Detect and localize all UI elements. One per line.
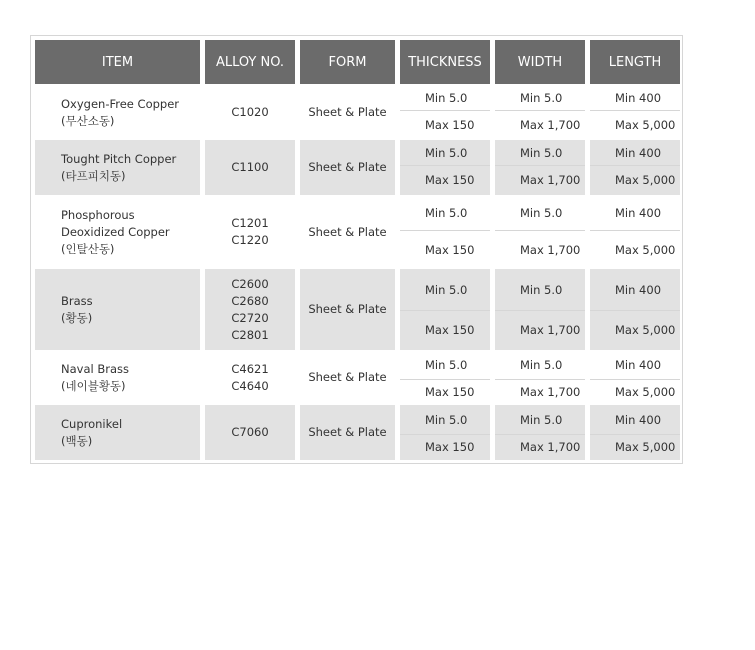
table-cell-alloy bbox=[205, 350, 295, 405]
table-cell-width-max: Max 1,700 bbox=[495, 310, 585, 350]
table-cell-width-min: Min 5.0 bbox=[495, 195, 585, 230]
table-cell-thickness-max: Max 150 bbox=[400, 434, 490, 460]
table-cell-item bbox=[35, 140, 200, 195]
alloy-number: C4621 bbox=[231, 361, 269, 376]
alloy-number: C7060 bbox=[231, 425, 269, 439]
form-label: Sheet & Plate bbox=[308, 105, 387, 119]
table-cell-width-min: Min 5.0 bbox=[495, 140, 585, 165]
table-cell-form bbox=[300, 350, 395, 405]
alloy-number: C1201 bbox=[231, 216, 269, 230]
alloy-number: C2680 bbox=[231, 293, 269, 308]
table-cell-item bbox=[35, 85, 200, 140]
min-max-divider bbox=[590, 110, 680, 111]
form-label: Sheet & Plate bbox=[308, 302, 387, 316]
form-label: Sheet & Plate bbox=[308, 224, 387, 239]
alloy-number: C4640 bbox=[231, 378, 269, 393]
item-name-line: Oxygen-Free Copper bbox=[61, 96, 180, 111]
form-label: Sheet & Plate bbox=[308, 370, 387, 384]
header-form: FORM bbox=[300, 40, 395, 84]
table-cell-length-min: Min 400 bbox=[590, 85, 680, 110]
table-cell-length-max: Max 5,000 bbox=[590, 310, 680, 350]
table-cell-thickness-min: Min 5.0 bbox=[400, 85, 490, 110]
table-cell-width-max: Max 1,700 bbox=[495, 379, 585, 405]
table-cell-thickness-max: Max 150 bbox=[400, 110, 490, 140]
min-max-divider bbox=[590, 165, 680, 166]
min-max-divider bbox=[400, 379, 490, 380]
item-name-line: Brass bbox=[61, 293, 93, 308]
item-name-line: (무산소동) bbox=[61, 113, 115, 128]
item-name-line: (인탈산동) bbox=[61, 241, 115, 256]
item-name-line: Tought Pitch Copper bbox=[61, 151, 177, 166]
table-cell-form bbox=[300, 140, 395, 195]
min-max-divider bbox=[590, 434, 680, 435]
table-cell-form bbox=[300, 405, 395, 460]
alloy-number: C2801 bbox=[231, 327, 269, 342]
table-cell-thickness-min: Min 5.0 bbox=[400, 195, 490, 230]
alloy-number: C1020 bbox=[231, 105, 269, 119]
min-max-divider bbox=[590, 310, 680, 311]
min-max-divider bbox=[590, 379, 680, 380]
table-cell-thickness-min: Min 5.0 bbox=[400, 269, 490, 310]
table-cell-width-max: Max 1,700 bbox=[495, 230, 585, 269]
item-name-line: (타프피치동) bbox=[61, 168, 126, 183]
item-name-line: Cupronikel bbox=[61, 416, 123, 431]
table-cell-width-max: Max 1,700 bbox=[495, 165, 585, 195]
min-max-divider bbox=[495, 230, 585, 231]
table-cell-width-min: Min 5.0 bbox=[495, 405, 585, 434]
item-name-line: Deoxidized Copper bbox=[61, 224, 170, 239]
min-max-divider bbox=[400, 434, 490, 435]
header-alloy-no: ALLOY NO. bbox=[205, 40, 295, 84]
min-max-divider bbox=[400, 310, 490, 311]
table-cell-alloy bbox=[205, 405, 295, 460]
table-cell-item bbox=[35, 195, 200, 269]
table-cell-length-max: Max 5,000 bbox=[590, 165, 680, 195]
table-cell-form bbox=[300, 269, 395, 350]
item-name-line: (황동) bbox=[61, 310, 93, 325]
table-cell-form bbox=[300, 195, 395, 269]
table-cell-thickness-min: Min 5.0 bbox=[400, 350, 490, 379]
table-cell-width-max: Max 1,700 bbox=[495, 110, 585, 140]
header-width: WIDTH bbox=[495, 40, 585, 84]
alloy-number: C2600 bbox=[231, 276, 269, 291]
table-cell-length-min: Min 400 bbox=[590, 405, 680, 434]
min-max-divider bbox=[495, 379, 585, 380]
form-label: Sheet & Plate bbox=[308, 160, 387, 174]
table-cell-alloy bbox=[205, 85, 295, 140]
table-cell-thickness-min: Min 5.0 bbox=[400, 405, 490, 434]
alloy-number: C1220 bbox=[231, 233, 269, 247]
item-name-line: (네이블황동) bbox=[61, 378, 126, 393]
table-cell-item bbox=[35, 405, 200, 460]
table-cell-width-min: Min 5.0 bbox=[495, 269, 585, 310]
min-max-divider bbox=[495, 110, 585, 111]
min-max-divider bbox=[495, 310, 585, 311]
table-cell-thickness-min: Min 5.0 bbox=[400, 140, 490, 165]
min-max-divider bbox=[590, 230, 680, 231]
table-cell-width-min: Min 5.0 bbox=[495, 85, 585, 110]
min-max-divider bbox=[400, 165, 490, 166]
table-cell-length-max: Max 5,000 bbox=[590, 434, 680, 460]
table-cell-length-max: Max 5,000 bbox=[590, 110, 680, 140]
form-label: Sheet & Plate bbox=[308, 425, 387, 439]
table-cell-form bbox=[300, 85, 395, 140]
table-cell-alloy bbox=[205, 195, 295, 269]
alloy-number: C2720 bbox=[231, 310, 269, 325]
min-max-divider bbox=[400, 110, 490, 111]
item-name-line: (백동) bbox=[61, 433, 93, 448]
table-cell-length-min: Min 400 bbox=[590, 269, 680, 310]
min-max-divider bbox=[495, 434, 585, 435]
table-cell-alloy bbox=[205, 140, 295, 195]
table-cell-length-max: Max 5,000 bbox=[590, 379, 680, 405]
table-cell-width-max: Max 1,700 bbox=[495, 434, 585, 460]
table-cell-thickness-max: Max 150 bbox=[400, 230, 490, 269]
table-cell-thickness-max: Max 150 bbox=[400, 165, 490, 195]
header-item: ITEM bbox=[35, 40, 200, 84]
table-cell-length-min: Min 400 bbox=[590, 195, 680, 230]
min-max-divider bbox=[400, 230, 490, 231]
item-name-line: Naval Brass bbox=[61, 361, 130, 376]
alloy-number: C1100 bbox=[231, 160, 269, 174]
table-cell-length-min: Min 400 bbox=[590, 140, 680, 165]
table-cell-width-min: Min 5.0 bbox=[495, 350, 585, 379]
table-cell-thickness-max: Max 150 bbox=[400, 310, 490, 350]
table-cell-alloy bbox=[205, 269, 295, 350]
table-cell-thickness-max: Max 150 bbox=[400, 379, 490, 405]
table-cell-length-min: Min 400 bbox=[590, 350, 680, 379]
item-name-line: Phosphorous bbox=[61, 207, 135, 222]
header-length: LENGTH bbox=[590, 40, 680, 84]
header-thickness: THICKNESS bbox=[400, 40, 490, 84]
table-cell-length-max: Max 5,000 bbox=[590, 230, 680, 269]
table-cell-item bbox=[35, 269, 200, 350]
min-max-divider bbox=[495, 165, 585, 166]
table-cell-item bbox=[35, 350, 200, 405]
